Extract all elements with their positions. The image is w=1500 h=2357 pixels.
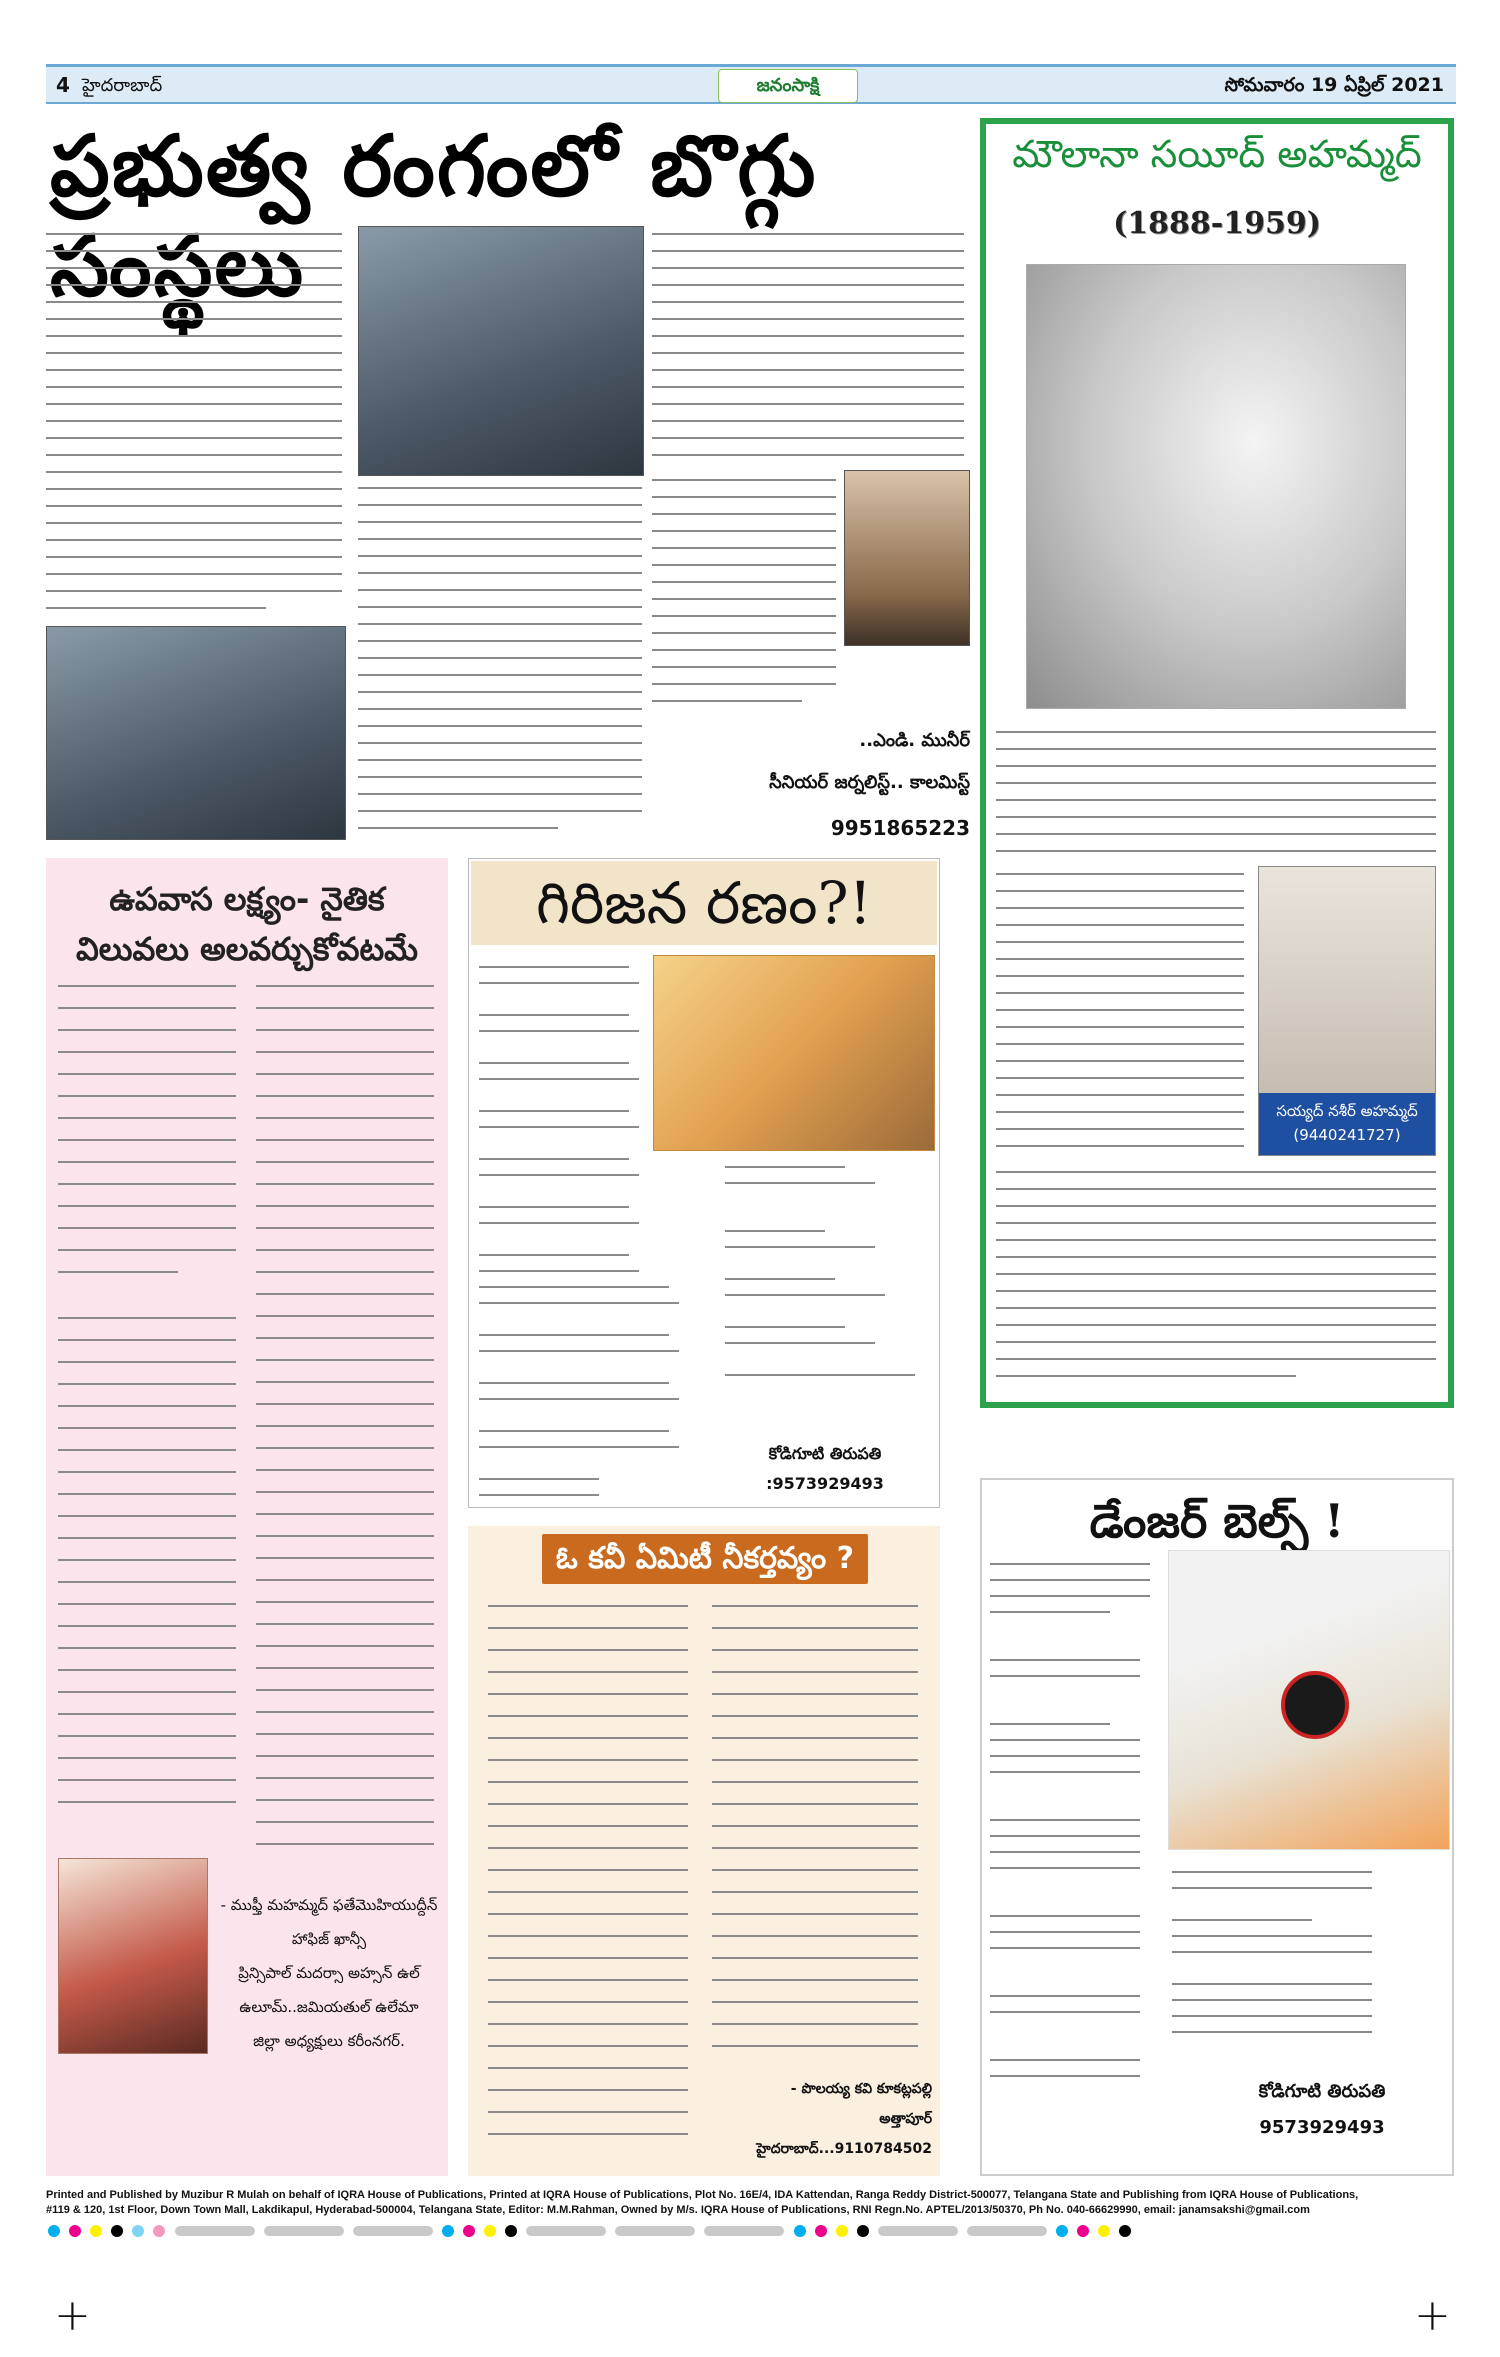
poem-text-lines xyxy=(1172,1864,1442,2064)
maulana-text-top xyxy=(996,724,1438,864)
article-text-lines xyxy=(996,866,1246,1166)
upavasa-article-box xyxy=(46,858,448,2176)
article-text-lines xyxy=(358,480,644,840)
danger-poem-right xyxy=(1172,1864,1442,2064)
writer-portrait xyxy=(1258,866,1436,1156)
gray-bar xyxy=(967,2226,1047,2236)
kavi-poet xyxy=(692,2074,932,2164)
signature-line3: ప్రిన్సిపాల్ మదర్సా అహ్సన్ ఉల్ xyxy=(238,1964,420,1982)
maulana-years: (1888-1959) xyxy=(1113,206,1321,241)
newspaper-logo: జనంసాక్షి xyxy=(718,69,858,103)
yellow-dot xyxy=(90,2225,102,2237)
cyan-dot xyxy=(442,2225,454,2237)
article-column-2 xyxy=(358,480,644,840)
main-headline: ప్రభుత్వ రంగంలో బొగ్గు సంస్థలు xyxy=(50,116,818,315)
girijana-poem-left xyxy=(479,959,647,1279)
article-text-lines xyxy=(996,724,1438,864)
gray-bar xyxy=(526,2226,606,2236)
poem-text-lines xyxy=(990,1556,1160,2096)
kavi-poet-name: - పొలయ్య కవి కూకట్లపల్లి xyxy=(790,2081,932,2097)
city-label: హైదరాబాద్ xyxy=(82,75,163,96)
magenta-dot xyxy=(69,2225,81,2237)
kavi-poem-right xyxy=(712,1598,926,2068)
crop-mark-left-icon: + xyxy=(54,2290,91,2341)
byline-title: సీనియర్ జర్నలిస్ట్.. కాలమిస్ట్ xyxy=(769,772,970,793)
columnist-photo xyxy=(844,470,970,646)
upavasa-title xyxy=(46,874,448,974)
magenta-dot xyxy=(463,2225,475,2237)
poem-text-lines xyxy=(488,1598,698,2158)
girijana-title: గిరిజన రణం?! xyxy=(471,861,937,945)
black-dot xyxy=(505,2225,517,2237)
article-text-lines xyxy=(996,1164,1438,1394)
magenta-dot xyxy=(1077,2225,1089,2237)
kavi-poet-phone: హైదరాబాద్...9110784502 xyxy=(756,2141,932,2157)
color-registration-bar xyxy=(46,2222,1456,2244)
yellow-dot xyxy=(1098,2225,1110,2237)
poem-text-lines xyxy=(725,1159,935,1389)
writer-caption xyxy=(1259,1093,1435,1155)
article-text-lines xyxy=(256,978,436,1858)
kavi-poem-box xyxy=(468,1526,940,2176)
upavasa-title-line2: విలువలు అలవర్చుకోవటమే xyxy=(75,930,419,968)
girijana-poet-phone: :9573929493 xyxy=(766,1474,884,1493)
yellow-dot xyxy=(836,2225,848,2237)
byline-phone: 9951865223 xyxy=(830,816,970,840)
gray-bar xyxy=(353,2226,433,2236)
danger-title: డేంజర్ బెల్స్ ! xyxy=(1089,1494,1345,1548)
light-cyan-dot xyxy=(132,2225,144,2237)
maulana-portrait-sketch xyxy=(1026,264,1406,709)
danger-poem-left xyxy=(990,1556,1160,2096)
magenta-dot xyxy=(815,2225,827,2237)
black-dot xyxy=(1119,2225,1131,2237)
imprint-line2: #119 & 120, 1st Floor, Down Town Mall, Lakdikapul, Hyderabad-500004, Telangana State, Editor: M.M.Rahman, Owned by M/s. IQRA House of Publications, RNI Regn.No. APTEL/2013/50370, Ph No. 040-66629990, email: janamsakshi@gmail.com xyxy=(46,2204,1310,2216)
danger-poet-name: కోడిగూటి తిరుపతి xyxy=(1258,2081,1386,2102)
poem-text-lines xyxy=(712,1598,926,2068)
girijana-poet xyxy=(725,1439,925,1499)
crop-mark-right-icon: + xyxy=(1414,2290,1451,2341)
gray-bar xyxy=(878,2226,958,2236)
maulana-text-left xyxy=(996,866,1246,1166)
black-dot xyxy=(111,2225,123,2237)
article-column-3 xyxy=(652,226,968,466)
tribal-warrior-illustration xyxy=(653,955,935,1151)
cyan-dot xyxy=(48,2225,60,2237)
girijana-poem-box xyxy=(468,858,940,1508)
upavasa-title-line1: ఉపవాస లక్ష్యం- నైతిక xyxy=(109,880,385,918)
maulana-title: మౌలానా సయీద్ అహమ్మద్ xyxy=(1012,132,1422,176)
issue-date: సోమవారం 19 ఏప్రిల్ 2021 xyxy=(1224,74,1444,96)
girijana-poem-left-lower xyxy=(479,1279,689,1499)
signature-line1: - ముఫ్తీ మహమ్మద్ ఫతేమొహియుద్దీన్ xyxy=(220,1896,438,1914)
upavasa-signature xyxy=(218,1888,440,2058)
kavi-title: ఓ కవీ ఏమిటీ నీకర్తవ్యం ? xyxy=(542,1534,868,1584)
signature-line5: జిల్లా అధ్యక్షులు కరీంనగర్. xyxy=(253,2032,405,2050)
page-header xyxy=(46,64,1456,104)
coal-workers-group-photo xyxy=(358,226,644,476)
kavi-poet-place: అత్తాపూర్ xyxy=(879,2111,932,2127)
gray-bar xyxy=(615,2226,695,2236)
cyan-dot xyxy=(1056,2225,1068,2237)
cyan-dot xyxy=(794,2225,806,2237)
gray-bar xyxy=(264,2226,344,2236)
gray-bar xyxy=(175,2226,255,2236)
article-text-lines xyxy=(58,978,238,1838)
maulana-text-bottom xyxy=(996,1164,1438,1394)
imprint-footer xyxy=(46,2188,1456,2218)
article-text-lines xyxy=(46,226,346,622)
article-text-lines xyxy=(652,472,838,722)
girijana-poet-name: కోడిగూటి తిరుపతి xyxy=(768,1444,882,1463)
byline-name: ..ఎండి. మునీర్ xyxy=(859,730,970,751)
page-number: 4 xyxy=(56,73,70,97)
upavasa-col-right xyxy=(256,978,436,1858)
danger-poet xyxy=(1202,2074,1442,2146)
signature-line4: ఉలూమ్..జమియతుల్ ఉలేమా xyxy=(239,1998,419,2016)
kavi-poem-left xyxy=(488,1598,698,2158)
writer-name: సయ్యద్ నశీర్ అహమ్మద్ xyxy=(1276,1102,1418,1120)
poem-text-lines xyxy=(479,959,647,1279)
upavasa-col-left xyxy=(58,978,238,1838)
danger-poet-phone: 9573929493 xyxy=(1259,2117,1385,2138)
signature-line2: హాఫిజ్ ఖాన్సీ xyxy=(291,1930,367,1948)
gray-bar xyxy=(704,2226,784,2236)
maulana-feature-box xyxy=(980,118,1454,1408)
article-text-lines xyxy=(652,226,968,466)
danger-bells-box xyxy=(980,1478,1454,2176)
girijana-poem-right xyxy=(725,1159,935,1389)
poem-text-lines xyxy=(479,1279,689,1499)
yellow-dot xyxy=(484,2225,496,2237)
cleric-photo xyxy=(58,1858,208,2054)
virus-warning-icon xyxy=(1281,1671,1349,1739)
article-column-1 xyxy=(46,226,346,622)
india-map-virus-illustration xyxy=(1168,1550,1450,1850)
black-dot xyxy=(857,2225,869,2237)
light-magenta-dot xyxy=(153,2225,165,2237)
article-column-3b xyxy=(652,472,838,722)
coal-miners-photo xyxy=(46,626,346,840)
imprint-line1: Printed and Published by Muzibur R Mulah on behalf of IQRA House of Publications, Printed at IQRA House of Publications, Plot No. 16E/4, IDA Kattendan, Ranga Reddy District-500077, Telangana State and Publishing from IQRA House of Publications, xyxy=(46,2189,1359,2201)
writer-phone: (9440241727) xyxy=(1293,1126,1401,1144)
